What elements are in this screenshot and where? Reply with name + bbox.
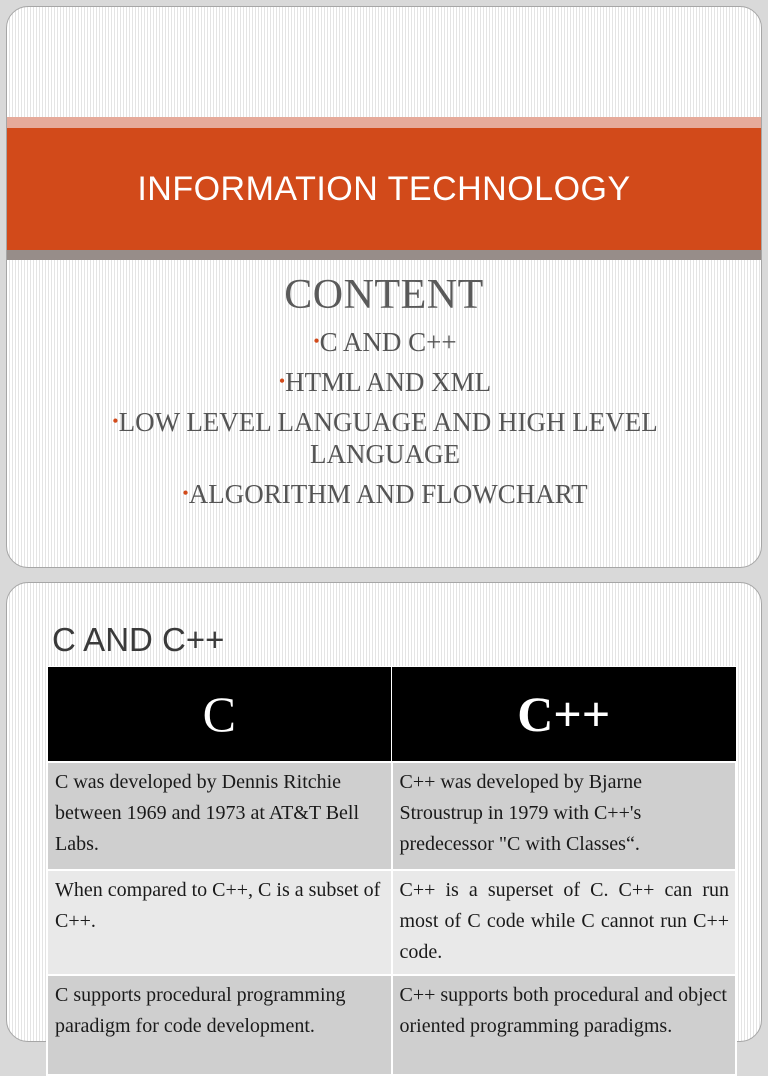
table-cell: C++ supports both procedural and object oriented programming paradigms. [392,975,737,1075]
table-row [47,762,736,870]
column-header-c: C [47,667,392,762]
list-item: •HTML AND XML [278,367,492,397]
slide-1 [6,6,762,568]
table-cell: C was developed by Dennis Ritchie between 1969 and 1973 at AT&T Bell Labs. [47,762,392,870]
bullet-icon: • [182,483,189,503]
table-header-row [47,667,736,762]
bullet-icon: • [313,331,320,351]
table-cell: When compared to C++, C is a subset of C++. [47,870,392,975]
table-row [47,870,736,975]
title-banner [7,128,761,250]
content-list [87,325,683,517]
bullet-icon: • [278,371,286,391]
table-row [47,975,736,1075]
banner-top-stripe [7,117,761,128]
bullet-icon: • [112,411,119,431]
table-cell: C supports procedural programming paradigm for code development. [47,975,392,1075]
slide-2 [6,582,762,1042]
list-item: •LOW LEVEL LANGUAGE AND HIGH LEVEL LANGUAGE [112,407,658,469]
comparison-table [46,666,737,1076]
content-title: CONTENT [284,272,484,318]
banner-title: INFORMATION TECHNOLOGY [137,169,631,208]
table-cell: C++ is a superset of C. C++ can run most of C code while C cannot run C++ code. [392,870,737,975]
table-cell: C++ was developed by Bjarne Stroustrup in 1979 with C++'s predecessor "C with Classes“. [392,762,737,870]
list-item: •ALGORITHM AND FLOWCHART [182,479,588,509]
list-item: •C AND C++ [313,327,457,357]
banner-bottom-stripe [7,250,761,260]
column-header-cpp: C++ [392,667,737,762]
slide-heading: C AND C++ [52,621,225,658]
